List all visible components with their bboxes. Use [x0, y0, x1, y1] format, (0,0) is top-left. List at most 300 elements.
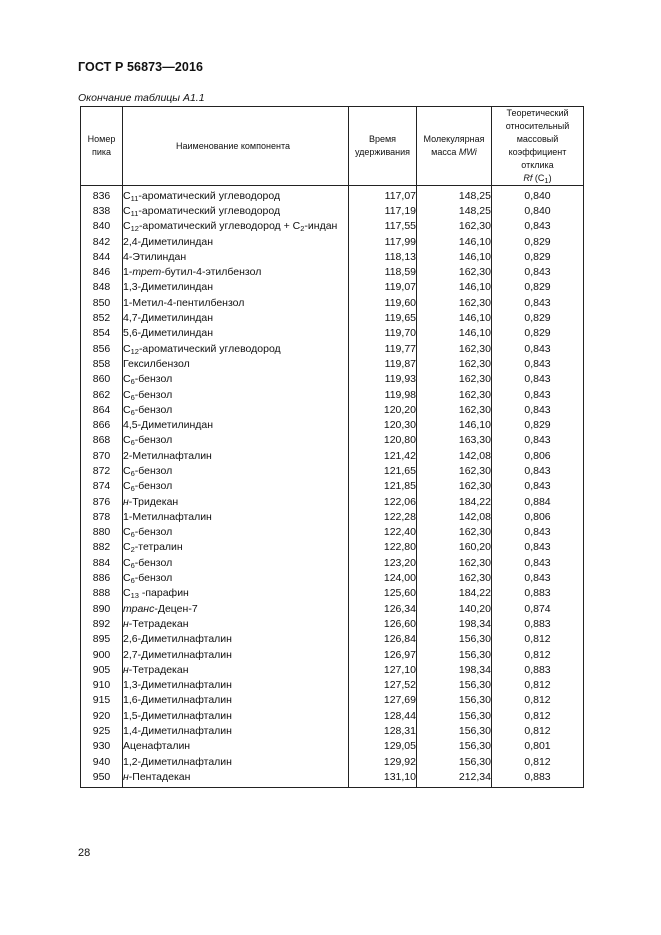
molecular-mass-cell: 162,30	[417, 372, 492, 387]
component-name-cell	[123, 494, 349, 509]
table-row	[81, 601, 584, 616]
peak-number-cell: 884	[81, 555, 123, 570]
component-name-part: C	[123, 204, 131, 217]
table-row	[81, 219, 584, 234]
peak-number-cell: 840	[81, 219, 123, 234]
table-row	[81, 249, 584, 264]
component-name-cell	[123, 372, 349, 387]
component-name-cell	[123, 586, 349, 601]
response-factor-cell: 0,801	[492, 739, 584, 754]
component-name-part: 6	[130, 407, 135, 417]
component-name-part: 1,4-Диметилнафталин	[123, 725, 232, 738]
component-name-cell	[123, 356, 349, 371]
table-row	[81, 540, 584, 555]
peak-number-cell: 836	[81, 186, 123, 204]
molecular-mass-cell: 162,30	[417, 479, 492, 494]
component-name-part: 6	[130, 392, 135, 402]
molecular-mass-cell: 162,30	[417, 356, 492, 371]
peak-number-cell: 856	[81, 341, 123, 356]
peak-number-cell: 940	[81, 754, 123, 769]
component-name-part: 2-Метилнафталин	[123, 449, 212, 462]
component-name-part: Аценафталин	[123, 740, 191, 753]
response-factor-cell: 0,843	[492, 525, 584, 540]
component-name-part: 1-Метилнафталин	[123, 510, 212, 523]
component-name-cell	[123, 708, 349, 723]
molecular-mass-cell: 162,30	[417, 570, 492, 585]
component-name-part: 6	[130, 468, 135, 478]
component-name-part: -Тетрадекан	[128, 663, 189, 676]
peak-number-cell: 880	[81, 525, 123, 540]
component-name-part: 12	[130, 346, 139, 356]
table-row	[81, 463, 584, 478]
component-name-part: -ароматический углеводород + C	[138, 220, 301, 233]
table-caption: Окончание таблицы А1.1	[78, 92, 205, 104]
component-name-cell	[123, 601, 349, 616]
component-name-part: трет	[132, 266, 162, 279]
peak-number-cell: 868	[81, 433, 123, 448]
peak-number-cell: 888	[81, 586, 123, 601]
peak-number-cell: 848	[81, 280, 123, 295]
component-name-part: C	[123, 434, 131, 447]
molecular-mass-cell: 156,30	[417, 708, 492, 723]
molecular-mass-cell: 142,08	[417, 509, 492, 524]
header-peak-line: пика	[91, 147, 112, 157]
component-name-part: C	[123, 189, 131, 202]
molecular-mass-cell: 146,10	[417, 249, 492, 264]
molecular-mass-cell: 162,30	[417, 463, 492, 478]
table-row	[81, 448, 584, 463]
molecular-mass-cell: 163,30	[417, 433, 492, 448]
response-factor-cell: 0,843	[492, 341, 584, 356]
component-name-part: C	[123, 342, 131, 355]
retention-time-cell: 117,55	[349, 219, 417, 234]
component-name-part: C	[123, 541, 131, 554]
response-factor-cell: 0,883	[492, 616, 584, 631]
response-factor-cell: 0,874	[492, 601, 584, 616]
component-name-cell	[123, 203, 349, 218]
peak-number-cell: 842	[81, 234, 123, 249]
component-name-part: -ароматический углеводород	[138, 204, 281, 217]
retention-time-cell: 117,07	[349, 186, 417, 204]
header-retention-time	[349, 107, 417, 186]
component-name-cell	[123, 264, 349, 279]
response-factor-cell: 0,812	[492, 754, 584, 769]
retention-time-cell: 126,60	[349, 616, 417, 631]
component-name-part: н	[123, 663, 129, 676]
response-factor-cell: 0,829	[492, 280, 584, 295]
molecular-mass-cell: 156,30	[417, 723, 492, 738]
response-factor-cell: 0,883	[492, 586, 584, 601]
table-row	[81, 479, 584, 494]
response-factor-cell: 0,812	[492, 678, 584, 693]
table-row	[81, 295, 584, 310]
header-coef-paren: )	[548, 173, 552, 183]
response-factor-cell: 0,883	[492, 769, 584, 787]
component-name-part: C	[123, 220, 131, 233]
components-table	[80, 106, 584, 788]
molecular-mass-cell: 184,22	[417, 586, 492, 601]
response-factor-cell: 0,806	[492, 509, 584, 524]
table-row	[81, 693, 584, 708]
response-factor-cell: 0,812	[492, 723, 584, 738]
component-name-cell	[123, 387, 349, 402]
table-row	[81, 586, 584, 601]
component-name-cell	[123, 616, 349, 631]
peak-number-cell: 864	[81, 402, 123, 417]
component-name-part: 1-	[123, 266, 133, 279]
header-coef-symbol: Rf	[523, 173, 533, 183]
molecular-mass-cell: 148,25	[417, 203, 492, 218]
component-name-part: 6	[130, 560, 135, 570]
response-factor-cell: 0,843	[492, 219, 584, 234]
molecular-mass-cell: 162,30	[417, 341, 492, 356]
retention-time-cell: 128,44	[349, 708, 417, 723]
retention-time-cell: 124,00	[349, 570, 417, 585]
retention-time-cell: 119,87	[349, 356, 417, 371]
molecular-mass-cell: 142,08	[417, 448, 492, 463]
retention-time-cell: 128,31	[349, 723, 417, 738]
component-name-part: -Децен-7	[154, 602, 198, 615]
component-name-part: 1,2-Диметилнафталин	[123, 755, 232, 768]
peak-number-cell: 846	[81, 264, 123, 279]
component-name-part: 2	[130, 545, 135, 555]
component-name-part: C	[123, 403, 131, 416]
molecular-mass-cell: 162,30	[417, 264, 492, 279]
molecular-mass-cell: 162,30	[417, 295, 492, 310]
peak-number-cell: 886	[81, 570, 123, 585]
peak-number-cell: 915	[81, 693, 123, 708]
response-factor-cell: 0,840	[492, 186, 584, 204]
component-name-part: 5,6-Диметилиндан	[123, 327, 214, 340]
table-row	[81, 234, 584, 249]
retention-time-cell: 122,06	[349, 494, 417, 509]
component-name-cell	[123, 280, 349, 295]
component-name-part: -парафин	[138, 587, 189, 600]
component-name-cell	[123, 326, 349, 341]
molecular-mass-cell: 162,30	[417, 219, 492, 234]
component-name-part: 6	[130, 530, 135, 540]
peak-number-cell: 910	[81, 678, 123, 693]
response-factor-cell: 0,812	[492, 708, 584, 723]
table-row	[81, 739, 584, 754]
peak-number-cell: 925	[81, 723, 123, 738]
table-row	[81, 632, 584, 647]
table-row	[81, 754, 584, 769]
table-header-row	[81, 107, 584, 186]
component-name-part: C	[123, 587, 131, 600]
table-row	[81, 433, 584, 448]
response-factor-cell: 0,829	[492, 417, 584, 432]
component-name-part: 4,7-Диметилиндан	[123, 312, 214, 325]
component-name-cell	[123, 555, 349, 570]
peak-number-cell: 858	[81, 356, 123, 371]
component-name-part: 1,3-Диметилнафталин	[123, 679, 232, 692]
molecular-mass-cell: 162,30	[417, 525, 492, 540]
header-coef-line: относительный	[505, 121, 570, 131]
component-name-part: 11	[130, 193, 139, 203]
peak-number-cell: 895	[81, 632, 123, 647]
table-row	[81, 326, 584, 341]
component-name-part: C	[123, 526, 131, 539]
header-time-line: Время	[368, 134, 397, 144]
component-name-part: 6	[130, 438, 135, 448]
retention-time-cell: 131,10	[349, 769, 417, 787]
retention-time-cell: 121,65	[349, 463, 417, 478]
peak-number-cell: 930	[81, 739, 123, 754]
retention-time-cell: 119,77	[349, 341, 417, 356]
response-factor-cell: 0,843	[492, 295, 584, 310]
response-factor-cell: 0,843	[492, 540, 584, 555]
component-name-cell	[123, 739, 349, 754]
retention-time-cell: 126,34	[349, 601, 417, 616]
molecular-mass-cell: 156,30	[417, 739, 492, 754]
component-name-cell	[123, 310, 349, 325]
table-row	[81, 203, 584, 218]
table-row	[81, 494, 584, 509]
header-time-line: удерживания	[354, 147, 411, 157]
peak-number-cell: 920	[81, 708, 123, 723]
peak-number-cell: 844	[81, 249, 123, 264]
retention-time-cell: 119,07	[349, 280, 417, 295]
component-name-part: 2,4-Диметилиндан	[123, 235, 214, 248]
molecular-mass-cell: 148,25	[417, 186, 492, 204]
component-name-cell	[123, 219, 349, 234]
response-factor-cell: 0,829	[492, 249, 584, 264]
header-peak-number	[81, 107, 123, 186]
peak-number-cell: 870	[81, 448, 123, 463]
component-name-part: C	[123, 388, 131, 401]
component-name-part: 1,5-Диметилнафталин	[123, 709, 232, 722]
table-row	[81, 708, 584, 723]
retention-time-cell: 121,85	[349, 479, 417, 494]
component-name-part: 6	[130, 377, 135, 387]
peak-number-cell: 862	[81, 387, 123, 402]
component-name-part: 11	[130, 208, 139, 218]
table-row	[81, 723, 584, 738]
table-row	[81, 570, 584, 585]
table-body	[81, 186, 584, 788]
table-row	[81, 662, 584, 677]
retention-time-cell: 120,30	[349, 417, 417, 432]
header-component-name	[123, 107, 349, 186]
table-row	[81, 356, 584, 371]
component-name-part: транс	[123, 602, 155, 615]
response-factor-cell: 0,843	[492, 555, 584, 570]
component-name-part: -бензол	[134, 556, 173, 569]
retention-time-cell: 117,19	[349, 203, 417, 218]
response-factor-cell: 0,843	[492, 372, 584, 387]
peak-number-cell: 860	[81, 372, 123, 387]
component-name-cell	[123, 678, 349, 693]
component-name-cell	[123, 570, 349, 585]
component-name-cell	[123, 662, 349, 677]
retention-time-cell: 119,70	[349, 326, 417, 341]
component-name-cell	[123, 693, 349, 708]
retention-time-cell: 125,60	[349, 586, 417, 601]
table-row	[81, 678, 584, 693]
component-name-part: C	[123, 464, 131, 477]
retention-time-cell: 118,59	[349, 264, 417, 279]
molecular-mass-cell: 156,30	[417, 693, 492, 708]
component-name-part: 6	[130, 484, 135, 494]
response-factor-cell: 0,843	[492, 264, 584, 279]
component-name-part: 4,5-Диметилиндан	[123, 419, 214, 432]
molecular-mass-cell: 146,10	[417, 234, 492, 249]
table-row	[81, 310, 584, 325]
response-factor-cell: 0,829	[492, 310, 584, 325]
page-number: 28	[78, 847, 91, 859]
peak-number-cell: 882	[81, 540, 123, 555]
retention-time-cell: 126,97	[349, 647, 417, 662]
response-factor-cell: 0,812	[492, 693, 584, 708]
component-name-part: -бензол	[134, 526, 173, 539]
component-name-cell	[123, 417, 349, 432]
retention-time-cell: 117,99	[349, 234, 417, 249]
response-factor-cell: 0,843	[492, 387, 584, 402]
response-factor-cell: 0,843	[492, 433, 584, 448]
molecular-mass-cell: 162,30	[417, 555, 492, 570]
response-factor-cell: 0,884	[492, 494, 584, 509]
component-name-cell	[123, 723, 349, 738]
retention-time-cell: 119,98	[349, 387, 417, 402]
component-name-part: н	[123, 495, 129, 508]
response-factor-cell: 0,843	[492, 570, 584, 585]
retention-time-cell: 122,40	[349, 525, 417, 540]
molecular-mass-cell: 198,34	[417, 616, 492, 631]
component-name-cell	[123, 769, 349, 787]
component-name-part: C	[123, 556, 131, 569]
table-row	[81, 555, 584, 570]
component-name-part: -бензол	[134, 572, 173, 585]
component-name-part: -ароматический углеводород	[138, 189, 281, 202]
peak-number-cell: 878	[81, 509, 123, 524]
retention-time-cell: 123,20	[349, 555, 417, 570]
component-name-part: -ароматический углеводород	[138, 342, 281, 355]
peak-number-cell: 890	[81, 601, 123, 616]
component-name-part: -Тридекан	[128, 495, 179, 508]
response-factor-cell: 0,843	[492, 356, 584, 371]
header-coef-line: массовый	[516, 134, 559, 144]
component-name-part: C	[123, 480, 131, 493]
component-name-part: 12	[130, 224, 139, 234]
component-name-part: -тетралин	[134, 541, 183, 554]
response-factor-cell: 0,806	[492, 448, 584, 463]
peak-number-cell: 874	[81, 479, 123, 494]
response-factor-cell: 0,812	[492, 632, 584, 647]
retention-time-cell: 121,42	[349, 448, 417, 463]
response-factor-cell: 0,843	[492, 402, 584, 417]
component-name-part: -Пентадекан	[128, 770, 191, 783]
molecular-mass-cell: 146,10	[417, 417, 492, 432]
component-name-cell	[123, 341, 349, 356]
retention-time-cell: 120,80	[349, 433, 417, 448]
component-name-cell	[123, 249, 349, 264]
header-peak-line: Номер	[87, 134, 116, 144]
component-name-part: 2,6-Диметилнафталин	[123, 633, 232, 646]
molecular-mass-cell: 198,34	[417, 662, 492, 677]
peak-number-cell: 866	[81, 417, 123, 432]
header-mass-symbol: MWi	[458, 147, 477, 157]
header-coef-line: Теоретический	[506, 108, 569, 118]
component-name-cell	[123, 540, 349, 555]
table-row	[81, 509, 584, 524]
retention-time-cell: 129,92	[349, 754, 417, 769]
peak-number-cell: 876	[81, 494, 123, 509]
component-name-cell	[123, 402, 349, 417]
component-name-part: -бензол	[134, 388, 173, 401]
retention-time-cell: 127,69	[349, 693, 417, 708]
table-row	[81, 264, 584, 279]
component-name-part: -бензол	[134, 373, 173, 386]
header-name-text: Наименование компонента	[176, 140, 290, 151]
retention-time-cell: 118,13	[349, 249, 417, 264]
peak-number-cell: 900	[81, 647, 123, 662]
table-row	[81, 769, 584, 787]
peak-number-cell: 838	[81, 203, 123, 218]
component-name-part: -индан	[304, 220, 338, 233]
molecular-mass-cell: 212,34	[417, 769, 492, 787]
component-name-part: н	[123, 770, 129, 783]
component-name-part: -Тетрадекан	[128, 617, 189, 630]
component-name-part: 2	[300, 224, 305, 234]
response-factor-cell: 0,829	[492, 234, 584, 249]
document-header: ГОСТ Р 56873—2016	[78, 60, 204, 74]
component-name-cell	[123, 509, 349, 524]
component-name-cell	[123, 433, 349, 448]
peak-number-cell: 854	[81, 326, 123, 341]
table-row	[81, 186, 584, 204]
peak-number-cell: 905	[81, 662, 123, 677]
peak-number-cell: 950	[81, 769, 123, 787]
molecular-mass-cell: 162,30	[417, 402, 492, 417]
component-name-cell	[123, 754, 349, 769]
component-name-cell	[123, 647, 349, 662]
table-row	[81, 417, 584, 432]
component-name-cell	[123, 463, 349, 478]
molecular-mass-cell: 184,22	[417, 494, 492, 509]
component-name-part: C	[123, 572, 131, 585]
component-name-part: 1,6-Диметилнафталин	[123, 694, 232, 707]
component-name-part: н	[123, 617, 129, 630]
molecular-mass-cell: 156,30	[417, 754, 492, 769]
component-name-part: -бутил-4-этилбензол	[161, 266, 262, 279]
retention-time-cell: 119,60	[349, 295, 417, 310]
retention-time-cell: 127,10	[349, 662, 417, 677]
molecular-mass-cell: 140,20	[417, 601, 492, 616]
header-molecular-mass	[417, 107, 492, 186]
header-coef-paren: (C	[534, 173, 545, 183]
response-factor-cell: 0,843	[492, 479, 584, 494]
component-name-cell	[123, 479, 349, 494]
retention-time-cell: 119,93	[349, 372, 417, 387]
table-row	[81, 372, 584, 387]
peak-number-cell: 850	[81, 295, 123, 310]
peak-number-cell: 892	[81, 616, 123, 631]
component-name-part: 2,7-Диметилнафталин	[123, 648, 232, 661]
retention-time-cell: 119,65	[349, 310, 417, 325]
component-name-part: -бензол	[134, 480, 173, 493]
molecular-mass-cell: 160,20	[417, 540, 492, 555]
table-row	[81, 525, 584, 540]
molecular-mass-cell: 162,30	[417, 387, 492, 402]
header-mass-line: масса	[431, 147, 457, 157]
component-name-cell	[123, 525, 349, 540]
retention-time-cell: 126,84	[349, 632, 417, 647]
component-name-cell	[123, 295, 349, 310]
molecular-mass-cell: 156,30	[417, 632, 492, 647]
retention-time-cell: 129,05	[349, 739, 417, 754]
response-factor-cell: 0,883	[492, 662, 584, 677]
